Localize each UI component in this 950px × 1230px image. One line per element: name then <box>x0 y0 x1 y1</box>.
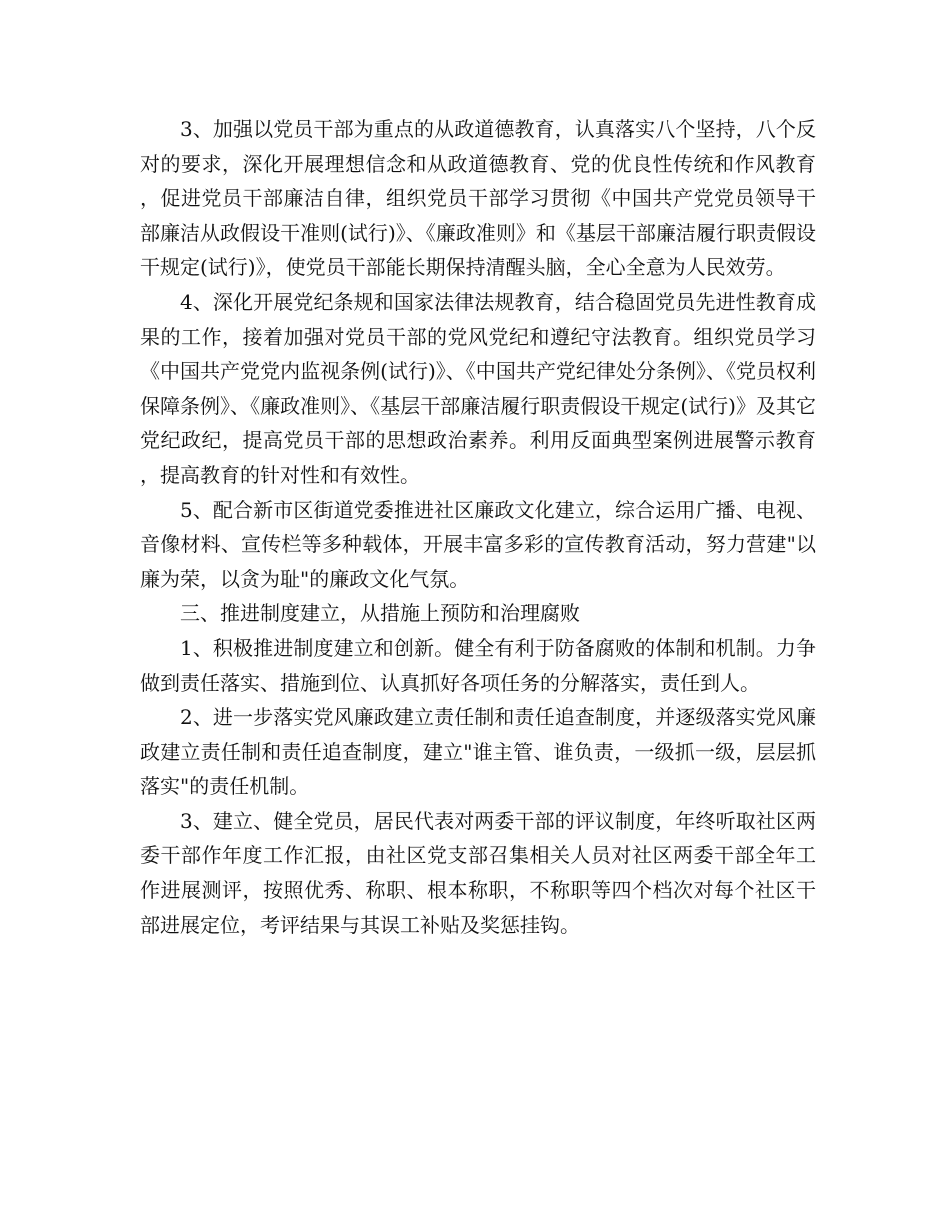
paragraph-item-2-responsibility-system: 2、进一步落实党风廉政建立责任制和责任追查制度，并逐级落实党风廉政建立责任制和责任追查制度，建立"谁主管、谁负责，一级抓一级，层层抓落实"的责任机制。 <box>140 705 816 799</box>
paragraph-item-3-moral-education: 3、加强以党员干部为重点的从政道德教育，认真落实八个坚持，八个反对的要求，深化开展理想信念和从政道德教育、党的优良性传统和作风教育，促进党员干部廉洁自律，组织党员干部学习贯彻《中国共产党党员领导干部廉洁从政假设干准则(试行)》、《廉政准则》和《基层干部廉洁履行职责假设干规定(试行)》，使党员干部能长期保持清醒头脑，全心全意为人民效劳。 <box>140 117 816 280</box>
section-heading-system-building: 三、推进制度建立，从措施上预防和治理腐败 <box>180 601 580 626</box>
paragraph-item-4-discipline-education: 4、深化开展党纪条规和国家法律法规教育，结合稳固党员先进性教育成果的工作，接着加强对党员干部的党风党纪和遵纪守法教育。组织党员学习《中国共产党党内监视条例(试行)》、《中国共产党纪律处分条例》、《党员权利保障条例》、《廉政准则》、《基层干部廉洁履行职责假设干规定(试行)》及其它党纪政纪，提高党员干部的思想政治素养。利用反面典型案例进展警示教育，提高教育的针对性和有效性。 <box>140 289 816 487</box>
document-page <box>140 112 816 942</box>
paragraph-item-3-evaluation-system: 3、建立、健全党员，居民代表对两委干部的评议制度，年终听取社区两委干部作年度工作汇报，由社区党支部召集相关人员对社区两委干部全年工作进展测评，按照优秀、称职、根本称职，不称职等四个档次对每个社区干部进展定位，考评结果与其误工补贴及奖惩挂钩。 <box>140 808 816 937</box>
paragraph-item-5-clean-culture: 5、配合新市区街道党委推进社区廉政文化建立，综合运用广播、电视、音像材料、宣传栏等多种载体，开展丰富多彩的宣传教育活动，努力营建"以廉为荣，以贪为耻"的廉政文化气氛。 <box>140 497 816 591</box>
paragraph-item-1-system-innovation: 1、积极推进制度建立和创新。健全有利于防备腐败的体制和机制。力争做到责任落实、措施到位、认真抓好各项任务的分解落实，责任到人。 <box>140 635 816 695</box>
